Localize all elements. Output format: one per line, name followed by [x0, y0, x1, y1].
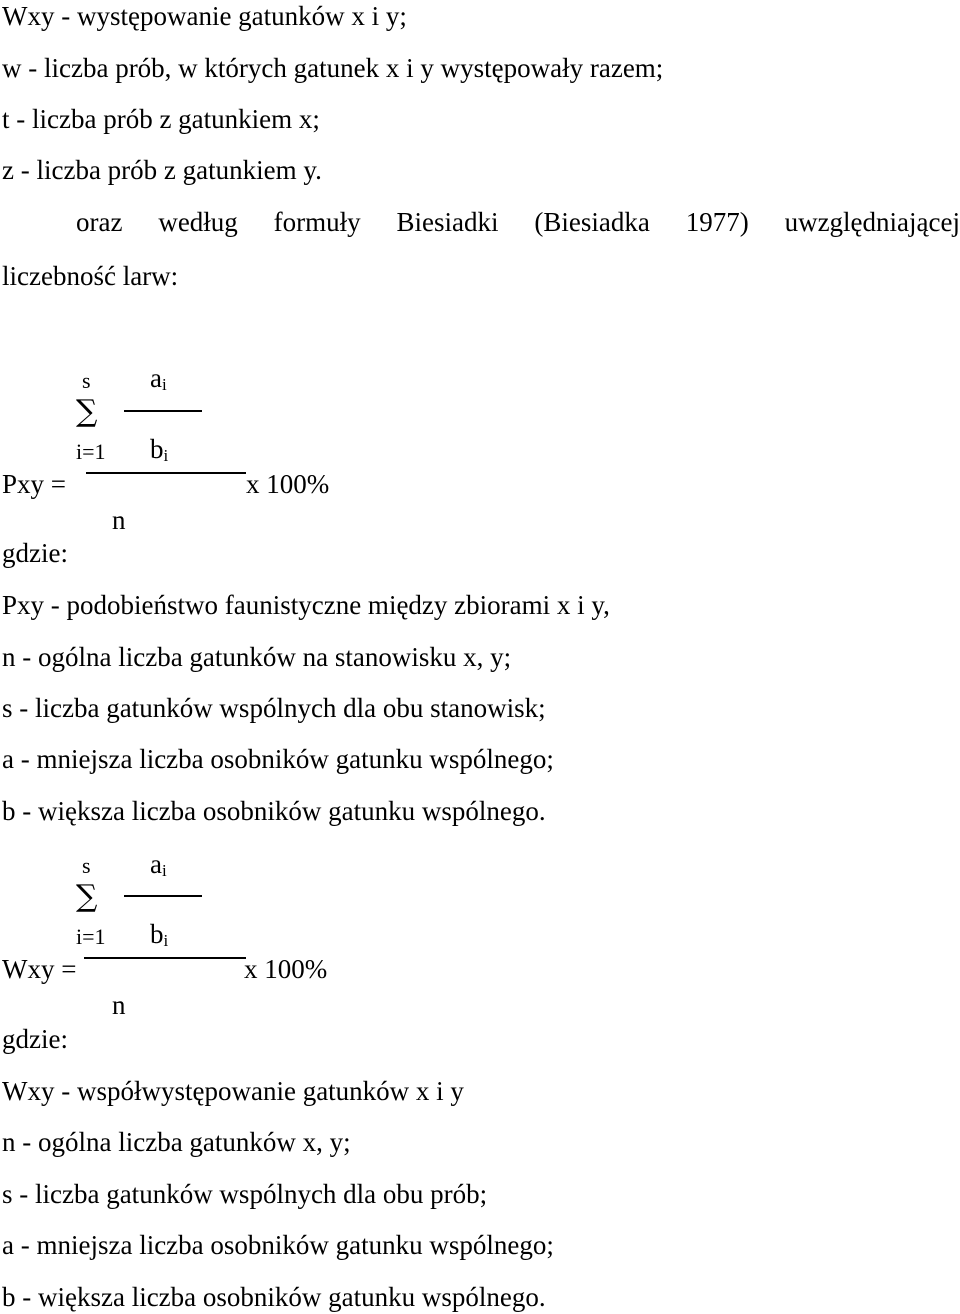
definition-b: b - większa liczba osobników gatunku wspólnego.: [2, 1282, 546, 1312]
sigma-icon: ∑: [76, 394, 98, 429]
intro-word: oraz: [76, 207, 123, 237]
definition-a: a - mniejsza liczba osobników gatunku wspólnego;: [2, 744, 554, 774]
outer-fraction-bar: [84, 957, 246, 959]
definition-n: n - ogólna liczba gatunków na stanowisku x, y;: [2, 642, 512, 672]
intro-line-2: liczebność larw:: [2, 261, 179, 291]
outer-fraction-bar: [86, 472, 246, 474]
definition-n: n - ogólna liczba gatunków x, y;: [2, 1127, 351, 1157]
multiplier: x 100%: [246, 469, 330, 499]
intro-word: 1977): [685, 207, 749, 237]
sum-lower-limit: i=1: [76, 439, 106, 464]
definition-w: w - liczba prób, w których gatunek x i y występowały razem;: [2, 53, 664, 83]
formula-lhs: Pxy =: [2, 469, 66, 499]
intro-word: formuły: [273, 207, 361, 237]
divisor-n: n: [112, 990, 126, 1020]
intro-word: uwzględniającej: [784, 207, 960, 237]
denominator-b: bi: [150, 434, 169, 465]
sum-lower-limit: i=1: [76, 924, 106, 949]
intro-line-1: [76, 209, 960, 236]
where-label: gdzie:: [2, 1024, 68, 1054]
formula-lhs: Wxy =: [2, 954, 77, 984]
numerator-a: ai: [150, 849, 167, 880]
intro-word: według: [158, 207, 238, 237]
sum-upper-limit: s: [82, 368, 91, 393]
inner-fraction-bar: [124, 410, 202, 412]
intro-word: (Biesiadka: [534, 207, 650, 237]
intro-word: Biesiadki: [396, 207, 499, 237]
denominator-b: bi: [150, 919, 169, 950]
sum-upper-limit: s: [82, 853, 91, 878]
definition-pxy: Pxy - podobieństwo faunistyczne między zbiorami x i y,: [2, 590, 610, 620]
definition-wxy-occurrence: Wxy - występowanie gatunków x i y;: [2, 1, 407, 31]
definition-s: s - liczba gatunków wspólnych dla obu stanowisk;: [2, 693, 546, 723]
definition-t: t - liczba prób z gatunkiem x;: [2, 104, 320, 134]
where-label: gdzie:: [2, 538, 68, 568]
definition-b: b - większa liczba osobników gatunku wspólnego.: [2, 796, 546, 826]
inner-fraction-bar: [124, 895, 202, 897]
numerator-a: ai: [150, 363, 167, 394]
divisor-n: n: [112, 505, 126, 535]
definition-z: z - liczba prób z gatunkiem y.: [2, 155, 322, 185]
multiplier: x 100%: [244, 954, 328, 984]
sigma-icon: ∑: [76, 879, 98, 914]
definition-s: s - liczba gatunków wspólnych dla obu prób;: [2, 1179, 488, 1209]
definition-a: a - mniejsza liczba osobników gatunku wspólnego;: [2, 1230, 554, 1260]
definition-wxy-cooccurrence: Wxy - współwystępowanie gatunków x i y: [2, 1076, 464, 1106]
